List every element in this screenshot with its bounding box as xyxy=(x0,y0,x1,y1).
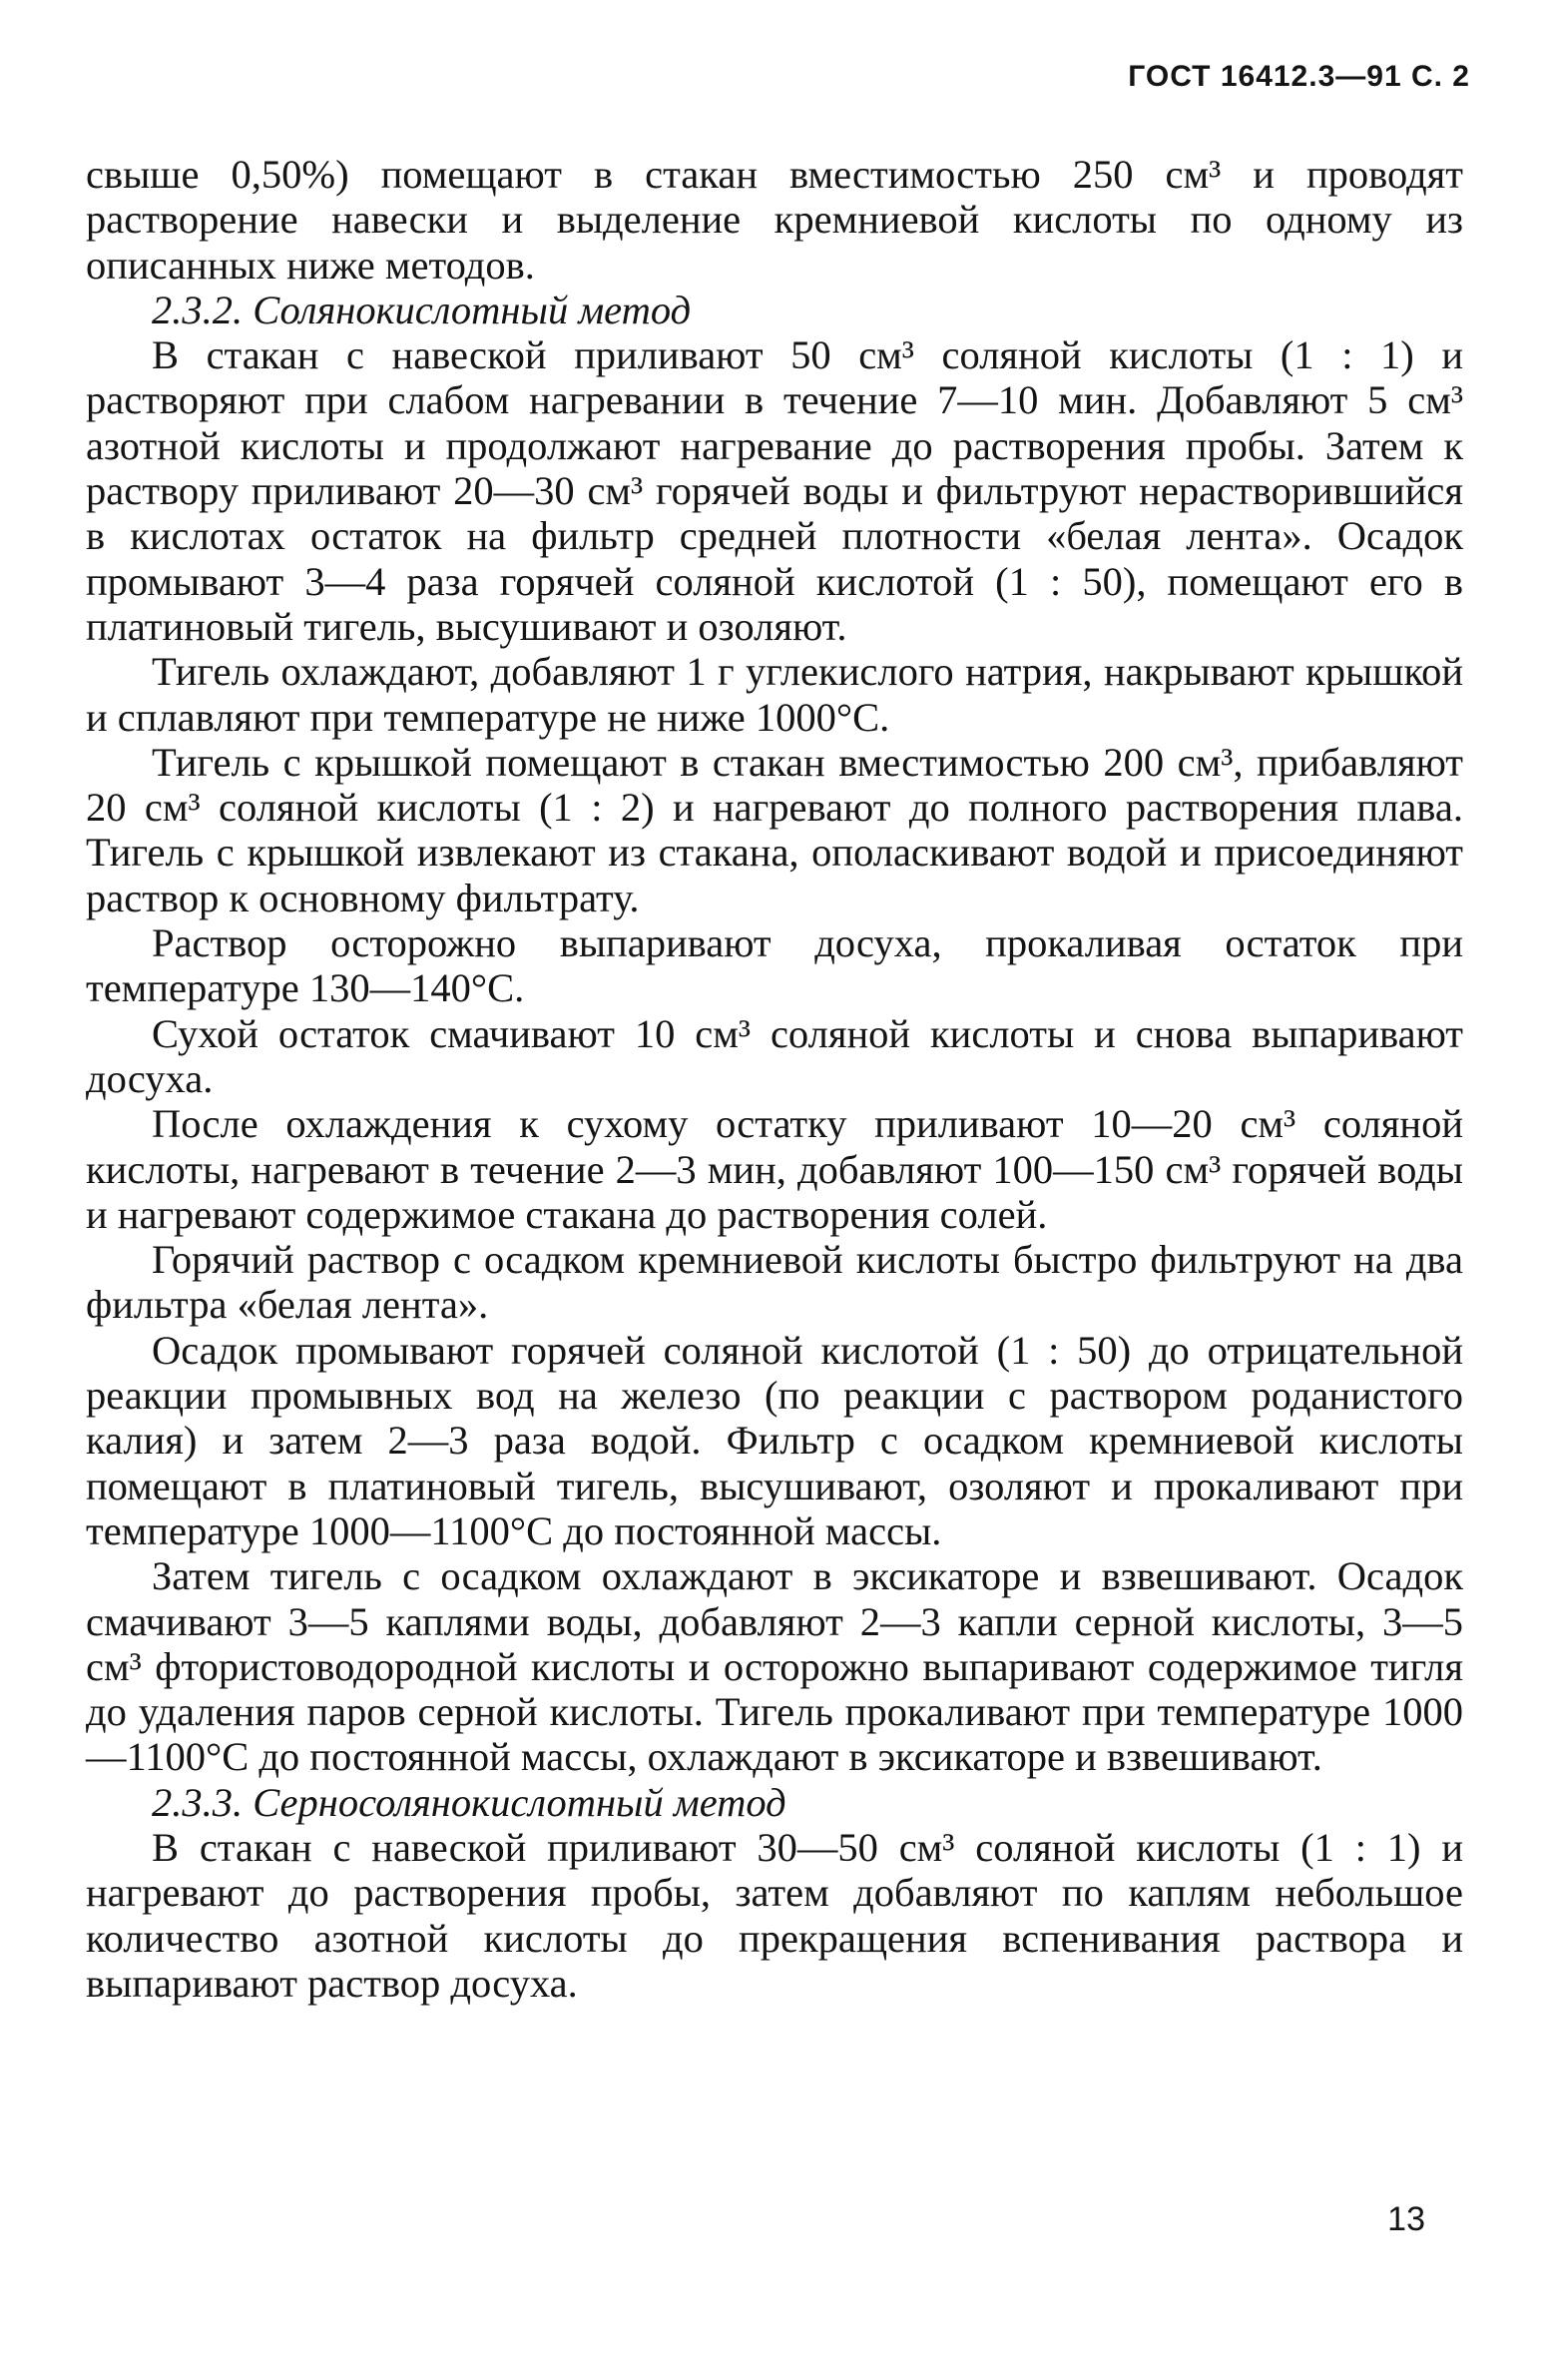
paragraph: В стакан с навеской приливают 30—50 см³ соляной кислоты (1 : 1) и нагревают до растворения пробы, затем добавляют по каплям небольшое количество азотной кислоты до прекращения вспенивания раствора и выпаривают раствор досуха. xyxy=(86,1824,1463,2006)
page-header: ГОСТ 16412.3—91 С. 2 xyxy=(1128,60,1470,93)
paragraph: Осадок промывают горячей соляной кислотой (1 : 50) до отрицательной реакции промывных вод на железо (по реакции с раствором роданистого калия) и затем 2—3 раза водой. Фильтр с осадком кремниевой кислоты помещают в платиновый тигель, высушивают, озоляют и прокаливают при температуре 1000—1100°С до постоянной массы. xyxy=(86,1327,1463,1553)
paragraph: Затем тигель с осадком охлаждают в эксикаторе и взвешивают. Осадок смачивают 3—5 каплями воды, добавляют 2—3 капли серной кислоты, 3—5 см³ фтористоводородной кислоты и осторожно выпаривают содержимое тигля до удаления паров серной кислоты. Тигель прокаливают при температуре 1000—1100°С до постоянной массы, охлаждают в эксикаторе и взвешивают. xyxy=(86,1553,1463,1780)
page-number: 13 xyxy=(1387,2200,1425,2238)
paragraph: Сухой остаток смачивают 10 см³ соляной кислоты и снова выпаривают досуха. xyxy=(86,1010,1463,1101)
document-body xyxy=(86,152,1463,2006)
paragraph: В стакан с навеской приливают 50 см³ соляной кислоты (1 : 1) и растворяют при слабом нагревании в течение 7—10 мин. Добавляют 5 см³ азотной кислоты и продолжают нагревание до растворения пробы. Затем к раствору приливают 20—30 см³ горячей воды и фильтруют нерастворившийся в кислотах остаток на фильтр средней плотности «белая лента». Осадок промывают 3—4 раза горячей соляной кислотой (1 : 50), помещают его в платиновый тигель, высушивают и озоляют. xyxy=(86,332,1463,649)
paragraph: Горячий раствор с осадком кремниевой кислоты быстро фильтруют на два фильтра «белая лента». xyxy=(86,1237,1463,1328)
section-heading-2-3-2: 2.3.2. Солянокислотный метод xyxy=(152,287,692,332)
section-heading-2-3-3: 2.3.3. Серносолянокислотный метод xyxy=(152,1779,786,1825)
paragraph-continuation: свыше 0,50%) помещают в стакан вместимостью 250 см³ и проводят растворение навески и выделение кремниевой кислоты по одному из описанных ниже методов. xyxy=(86,152,1463,288)
paragraph: Тигель с крышкой помещают в стакан вместимостью 200 см³, прибавляют 20 см³ соляной кислоты (1 : 2) и нагревают до полного растворения плава. Тигель с крышкой извлекают из стакана, ополаскивают водой и присоединяют раствор к основному фильтрату. xyxy=(86,739,1463,920)
paragraph: Тигель охлаждают, добавляют 1 г углекислого натрия, накрывают крышкой и сплавляют при температуре не ниже 1000°С. xyxy=(86,649,1463,740)
paragraph: После охлаждения к сухому остатку приливают 10—20 см³ соляной кислоты, нагревают в течение 2—3 мин, добавляют 100—150 см³ горячей воды и нагревают содержимое стакана до растворения солей. xyxy=(86,1101,1463,1237)
paragraph: Раствор осторожно выпаривают досуха, прокаливая остаток при температуре 130—140°С. xyxy=(86,920,1463,1011)
